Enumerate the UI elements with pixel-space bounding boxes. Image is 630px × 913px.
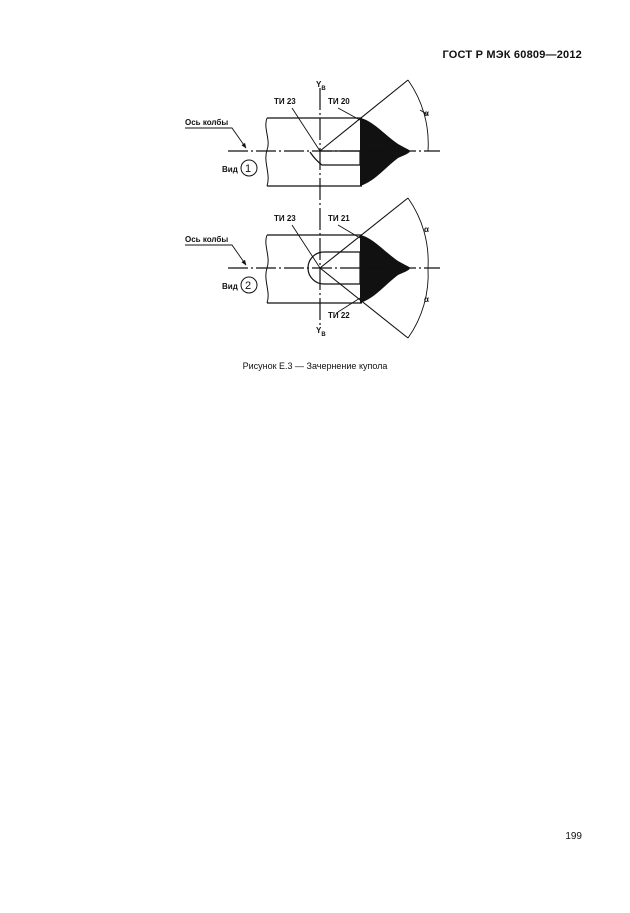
ti22-leader [338, 298, 360, 312]
ti22-label: ТИ 22 [328, 311, 350, 320]
filament-1 [310, 151, 360, 165]
view-number-1: 1 [245, 163, 252, 175]
figure-caption: Рисунок Е.3 — Зачернение купола [242, 361, 388, 371]
lamp-break-left-2 [266, 235, 268, 303]
bulb-axis-arrow-2 [185, 245, 246, 265]
angle-label-1: α [424, 109, 429, 118]
lamp-outline-2 [267, 235, 362, 303]
bulb-axis-label-1: Ось колбы [185, 118, 229, 127]
angle-label-2-top: α [424, 225, 429, 234]
view-2 [185, 198, 440, 338]
view-label-2: Вид [222, 282, 238, 291]
lamp-break-left-1 [266, 118, 268, 186]
ti23-line-1 [292, 108, 320, 151]
bulb-axis-label-2: Ось колбы [185, 235, 229, 244]
ti21-leader [338, 225, 360, 238]
angle-label-2-bottom: α [424, 295, 429, 304]
view-1 [185, 80, 440, 186]
black-dome-2 [360, 235, 410, 303]
ti23-line-2 [292, 225, 320, 268]
view-number-2: 2 [245, 280, 252, 292]
view-label-1: Вид [222, 165, 238, 174]
ti21-label: ТИ 21 [328, 214, 350, 223]
axis-yb-bottom-label: $Y_B$ [316, 326, 326, 338]
document-header: ГОСТ Р МЭК 60809—2012 [442, 49, 582, 61]
ti23-label-1: ТИ 23 [274, 97, 296, 106]
ti20-label: ТИ 20 [328, 97, 350, 106]
axis-yb-top-label: $Y_B$ [316, 80, 326, 92]
black-dome-1 [360, 118, 410, 186]
ti23-label-2: ТИ 23 [274, 214, 296, 223]
page-number: 199 [565, 831, 582, 842]
bulb-axis-arrow-1 [185, 128, 246, 148]
